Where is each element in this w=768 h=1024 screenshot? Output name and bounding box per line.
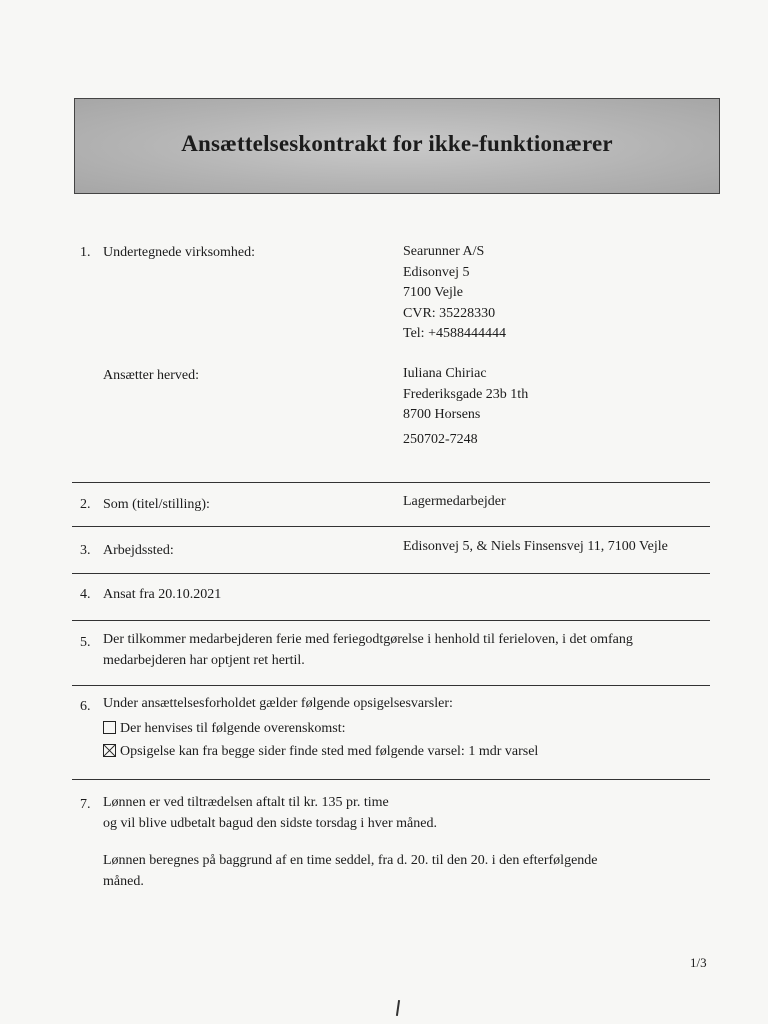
divider — [72, 620, 710, 621]
document-title: Ansættelseskontrakt for ikke-funktionærer — [181, 131, 613, 156]
divider — [72, 573, 710, 574]
salary-calc-line: måned. — [103, 873, 144, 889]
option-text: Opsigelse kan fra begge sider finde sted med følgende varsel: 1 mdr varsel — [120, 744, 539, 759]
vacation-text — [103, 630, 633, 671]
section-number: 7. — [80, 797, 91, 812]
notice-label: Under ansættelsesforholdet gælder følgende opsigelsesvarsler: — [103, 696, 453, 711]
divider — [72, 779, 710, 780]
section-number: 2. — [80, 497, 91, 512]
salary-text — [103, 793, 437, 834]
vacation-line: medarbejderen har optjent ret hertil. — [103, 652, 305, 668]
company-name: Searunner A/S — [403, 244, 485, 259]
divider — [72, 482, 710, 483]
section2-label: Som (titel/stilling): — [103, 497, 210, 512]
salary-line: og vil blive udbetalt bagud den sidste torsdag i hver måned. — [103, 815, 437, 831]
checkbox-unchecked — [103, 721, 116, 734]
divider — [72, 685, 710, 686]
section1-label: Undertegnede virksomhed: — [103, 245, 256, 260]
section3-label: Arbejdssted: — [103, 543, 174, 558]
notice-option-period — [103, 744, 538, 760]
section-number: 3. — [80, 543, 91, 558]
title-banner — [74, 98, 720, 194]
employee-city: 8700 Horsens — [403, 407, 481, 422]
salary-line: Lønnen er ved tiltrædelsen aftalt til kr. 135 pr. time — [103, 795, 389, 810]
employee-address — [403, 364, 528, 450]
vacation-line: Der tilkommer medarbejderen ferie med feriegodtgørelse i henhold til ferieloven, i det omfang — [103, 632, 633, 647]
company-phone: Tel: +4588444444 — [403, 326, 506, 341]
start-date: Ansat fra 20.10.2021 — [103, 587, 222, 602]
notice-option-agreement — [103, 721, 346, 737]
divider — [72, 526, 710, 527]
salary-calculation — [103, 851, 598, 892]
salary-calc-line: Lønnen beregnes på baggrund af en time seddel, fra d. 20. til den 20. i den efterfølgende — [103, 853, 598, 868]
workplace: Edisonvej 5, & Niels Finsensvej 11, 7100 Vejle — [403, 539, 668, 554]
employee-street: Frederiksgade 23b 1th — [403, 386, 529, 402]
job-title: Lagermedarbejder — [403, 494, 506, 509]
company-cvr: CVR: 35228330 — [403, 305, 496, 321]
option-text: Der henvises til følgende overenskomst: — [120, 721, 346, 736]
employee-cpr: 250702-7248 — [403, 431, 478, 447]
section-number: 5. — [80, 635, 91, 650]
company-address — [403, 242, 506, 345]
checkbox-checked — [103, 744, 116, 757]
scan-mark — [396, 1000, 400, 1016]
company-city: 7100 Vejle — [403, 285, 464, 300]
employee-label: Ansætter herved: — [103, 368, 200, 383]
section-number: 6. — [80, 699, 91, 714]
section-number: 4. — [80, 587, 91, 602]
page-number: 1/3 — [690, 955, 707, 970]
section-number: 1. — [80, 245, 91, 260]
company-street: Edisonvej 5 — [403, 264, 470, 280]
employee-name: Iuliana Chiriac — [403, 366, 487, 381]
